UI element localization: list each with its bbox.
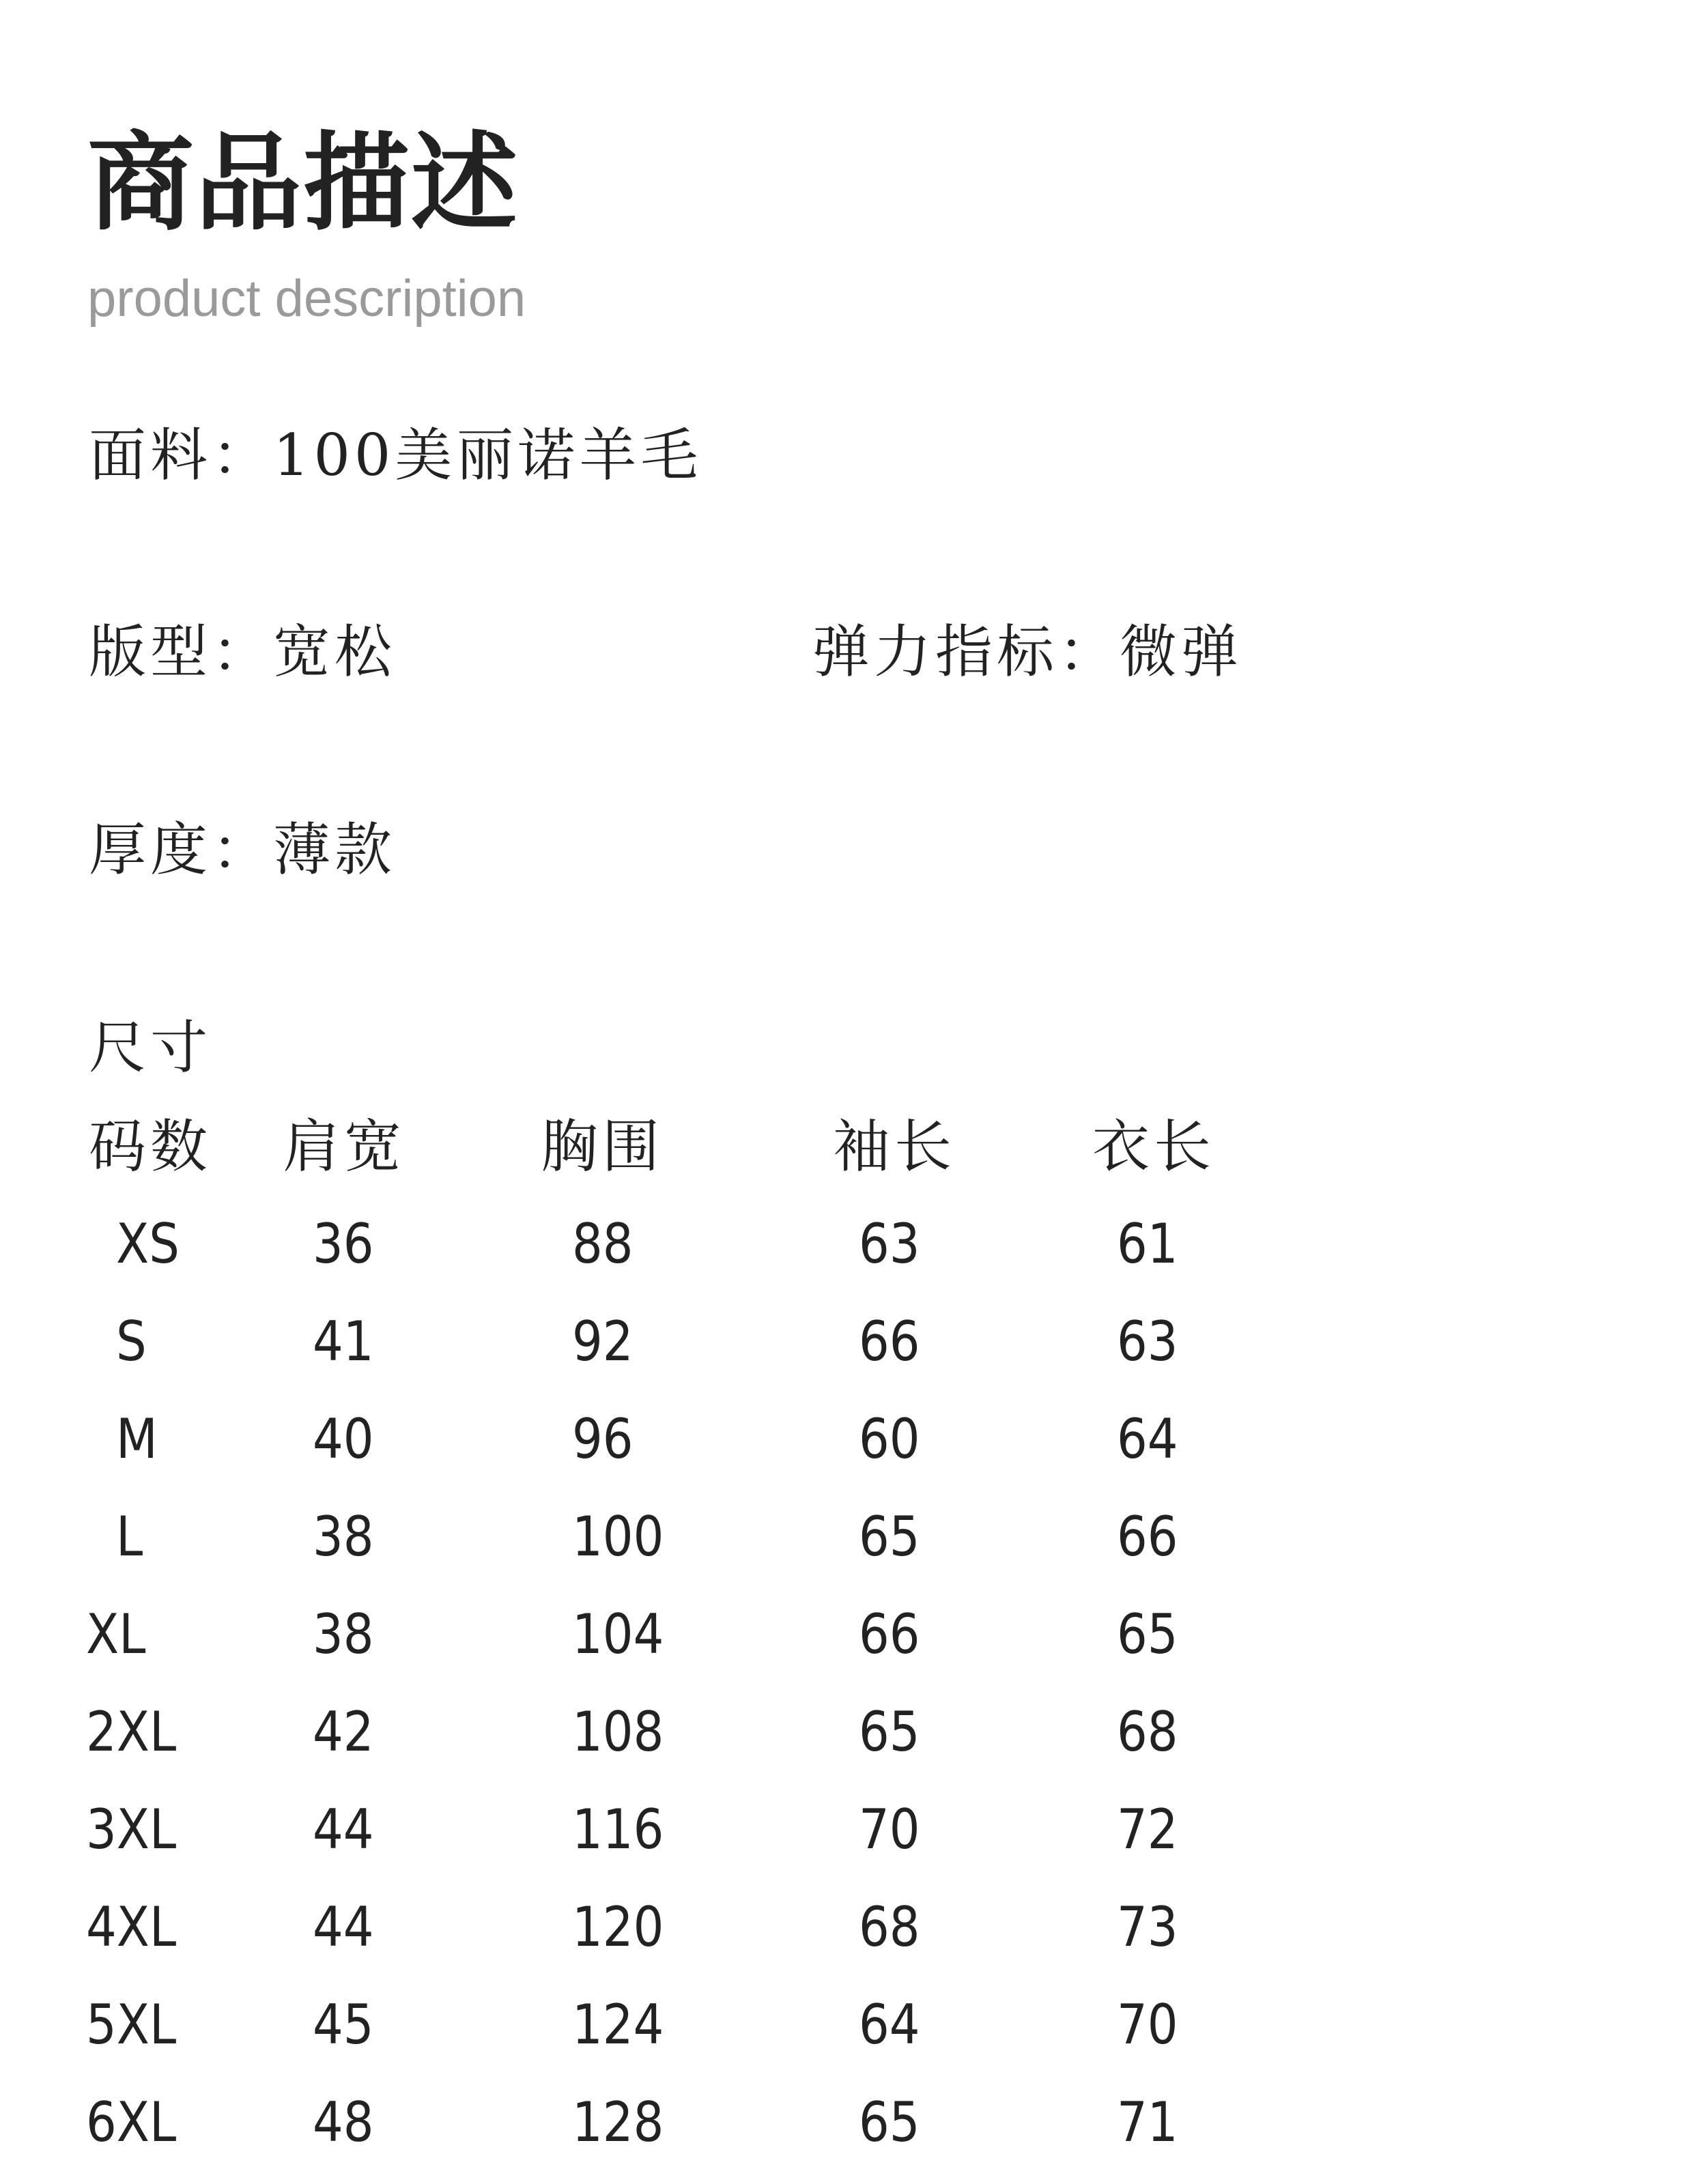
- spec-elasticity-label: 弹力指标：: [812, 618, 1120, 685]
- cell-sleeve: 60: [859, 1407, 920, 1471]
- cell-chest: 100: [572, 1505, 664, 1568]
- spec-fabric: [89, 418, 702, 493]
- cell-length: 63: [1117, 1310, 1178, 1373]
- cell-shoulder: 48: [313, 2090, 374, 2154]
- cell-chest: 104: [572, 1603, 664, 1666]
- cell-sleeve: 70: [859, 1798, 920, 1861]
- cell-size: XL: [86, 1603, 146, 1666]
- column-header-chest: 胸围: [541, 1113, 664, 1180]
- spec-fabric-value: 100美丽诺羊毛: [273, 422, 702, 489]
- column-header-length: 衣长: [1092, 1113, 1216, 1180]
- spec-elasticity: [812, 614, 1242, 689]
- cell-chest: 88: [572, 1212, 634, 1276]
- spec-fit: [89, 614, 396, 689]
- cell-shoulder: 42: [313, 1700, 374, 1764]
- cell-chest: 128: [572, 2090, 664, 2154]
- cell-size: 2XL: [86, 1700, 177, 1764]
- cell-shoulder: 40: [313, 1407, 374, 1471]
- cell-chest: 116: [572, 1798, 664, 1861]
- cell-sleeve: 66: [859, 1310, 920, 1373]
- cell-sleeve: 63: [859, 1212, 920, 1276]
- cell-length: 65: [1117, 1603, 1178, 1666]
- column-header-shoulder: 肩宽: [283, 1113, 406, 1180]
- cell-shoulder: 41: [313, 1310, 374, 1373]
- cell-shoulder: 45: [313, 1993, 374, 2056]
- cell-shoulder: 44: [313, 1798, 374, 1861]
- cell-size: 3XL: [86, 1798, 177, 1861]
- page-subtitle: product description: [87, 270, 526, 328]
- cell-sleeve: 64: [859, 1993, 920, 2056]
- cell-chest: 120: [572, 1895, 664, 1959]
- cell-shoulder: 38: [313, 1603, 374, 1666]
- spec-fabric-label: 面料：: [89, 422, 274, 489]
- cell-size: L: [116, 1505, 143, 1568]
- cell-size: S: [116, 1310, 147, 1373]
- cell-sleeve: 65: [859, 2090, 920, 2154]
- cell-chest: 96: [572, 1407, 634, 1471]
- cell-sleeve: 66: [859, 1603, 920, 1666]
- cell-shoulder: 44: [313, 1895, 374, 1959]
- cell-chest: 108: [572, 1700, 664, 1764]
- cell-shoulder: 36: [313, 1212, 374, 1276]
- page-title: 商品描述: [87, 120, 519, 245]
- cell-length: 73: [1117, 1895, 1178, 1959]
- cell-length: 72: [1117, 1798, 1178, 1861]
- cell-size: 6XL: [86, 2090, 177, 2154]
- cell-sleeve: 68: [859, 1895, 920, 1959]
- cell-size: M: [116, 1407, 158, 1471]
- column-header-sleeve: 袖长: [833, 1113, 956, 1180]
- spec-fit-label: 版型：: [89, 618, 274, 685]
- spec-elasticity-value: 微弹: [1120, 618, 1243, 685]
- cell-length: 61: [1117, 1212, 1178, 1276]
- cell-chest: 124: [572, 1993, 664, 2056]
- cell-length: 66: [1117, 1505, 1178, 1568]
- cell-sleeve: 65: [859, 1700, 920, 1764]
- cell-size: XS: [116, 1212, 180, 1276]
- cell-sleeve: 65: [859, 1505, 920, 1568]
- size-section-heading: 尺寸: [89, 1014, 212, 1081]
- cell-chest: 92: [572, 1310, 634, 1373]
- spec-thickness-label: 厚度：: [89, 816, 274, 883]
- cell-size: 4XL: [86, 1895, 177, 1959]
- cell-size: 5XL: [86, 1993, 177, 2056]
- cell-shoulder: 38: [313, 1505, 374, 1568]
- column-header-size: 码数: [89, 1113, 212, 1180]
- cell-length: 68: [1117, 1700, 1178, 1764]
- cell-length: 70: [1117, 1993, 1178, 2056]
- spec-fit-value: 宽松: [273, 618, 397, 685]
- cell-length: 71: [1117, 2090, 1178, 2154]
- spec-thickness-value: 薄款: [273, 816, 397, 883]
- spec-thickness: [89, 812, 396, 887]
- cell-length: 64: [1117, 1407, 1178, 1471]
